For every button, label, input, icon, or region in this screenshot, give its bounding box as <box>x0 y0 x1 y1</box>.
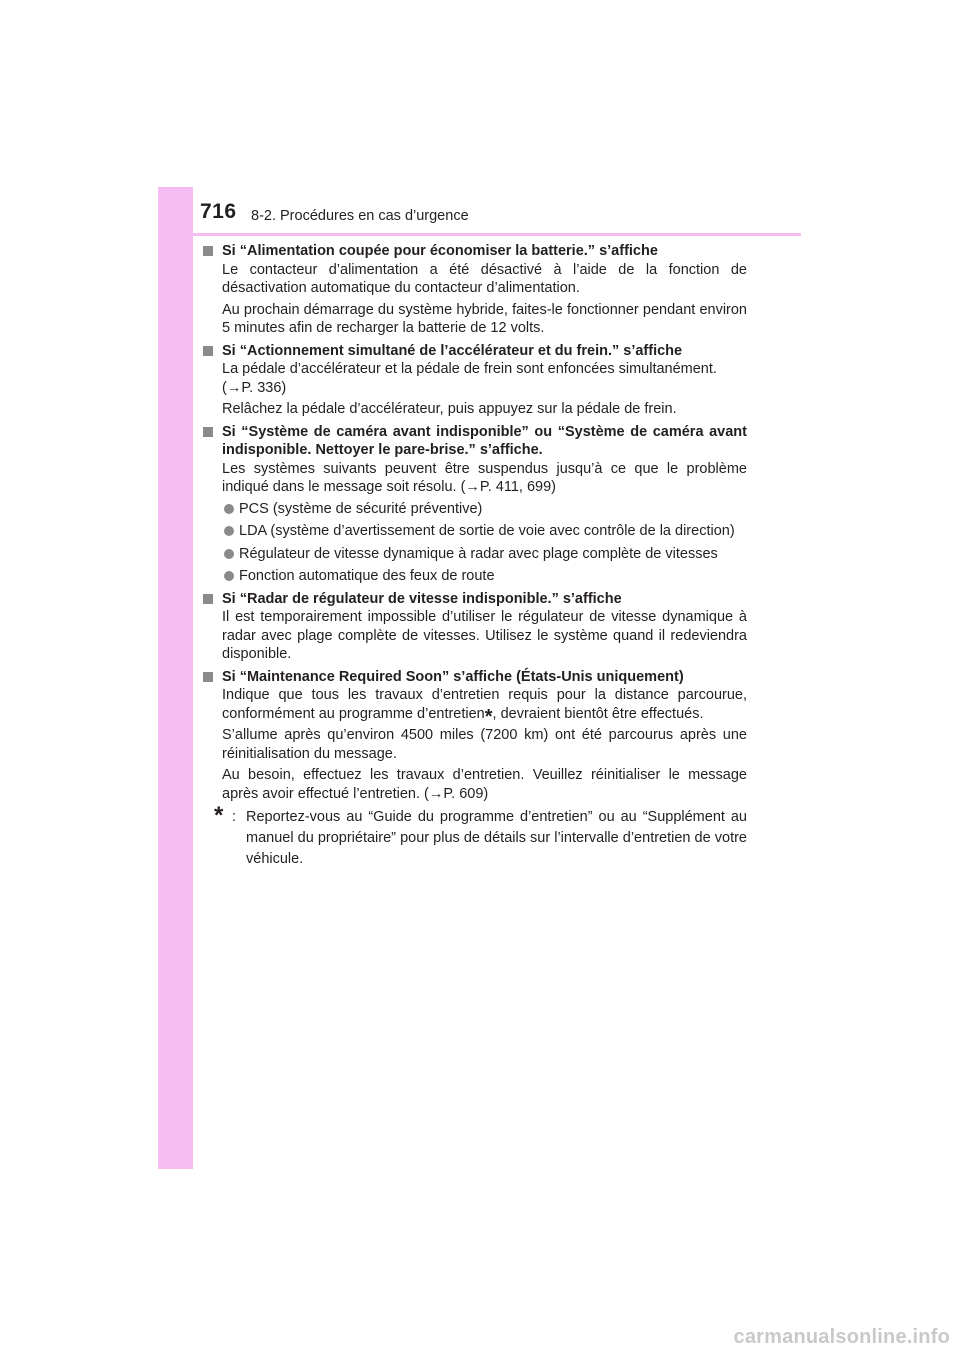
item-paragraph: Relâchez la pédale d’accélérateur, puis appuyez sur la pédale de frein. <box>222 401 677 417</box>
list-item: Régulateur de vitesse dynamique à radar avec plage complète de vitesses <box>202 545 747 564</box>
page-reference-link[interactable]: (→P. 336) <box>222 379 287 396</box>
item-paragraph: Au besoin, effectuez les travaux d’entretien. Veuillez réinitialiser le message après avoir effectué l’entretien. (→P. 609) <box>222 767 747 802</box>
item-paragraph: La pédale d’accélérateur et la pédale de frein sont enfoncées simultanément. (→P. 336) <box>222 361 717 396</box>
message-item <box>202 423 747 586</box>
square-bullet-icon <box>203 672 213 682</box>
footnote-colon: : <box>232 809 237 825</box>
item-heading: Si “Alimentation coupée pour économiser la batterie.” s’affiche <box>202 242 747 261</box>
header-rule <box>193 233 801 236</box>
item-paragraph: Les systèmes suivants peuvent être suspendus jusqu’à ce que le problème indiqué dans le message soit résolu. (→P. 411, 699) <box>222 460 747 495</box>
square-bullet-icon <box>203 246 213 256</box>
footnote-asterisk: * <box>484 705 493 728</box>
list-item: PCS (système de sécurité préventive) <box>202 500 747 519</box>
list-item: LDA (système d’avertissement de sortie de voie avec contrôle de la direction) <box>202 522 747 541</box>
message-item <box>202 342 747 419</box>
item-paragraph: Indique que tous les travaux d’entretien requis pour la distance parcourue, conformément au programme d’entretien*, devraient bientôt être effectués. <box>222 687 747 728</box>
chapter-sidebar-tab <box>158 187 193 1169</box>
list-item: Fonction automatique des feux de route <box>202 567 747 586</box>
section-title: 8-2. Procédures en cas d’urgence <box>251 208 469 224</box>
message-item <box>202 242 747 338</box>
page-content <box>202 242 747 870</box>
page-number: 716 <box>200 200 237 223</box>
item-paragraph: Le contacteur d’alimentation a été désactivé à l’aide de la fonction de désactivation automatique du contacteur d’alimentation. <box>222 261 747 296</box>
square-bullet-icon <box>203 346 213 356</box>
square-bullet-icon <box>203 594 213 604</box>
item-heading: Si “Maintenance Required Soon” s’affiche (États-Unis uniquement) <box>202 668 747 687</box>
round-bullet-icon <box>224 571 234 581</box>
round-bullet-icon <box>224 526 234 536</box>
square-bullet-icon <box>203 427 213 437</box>
watermark: carmanualsonline.info <box>733 1326 950 1348</box>
message-item <box>202 668 747 804</box>
message-item <box>202 590 747 664</box>
item-paragraph: Il est temporairement impossible d’utiliser le régulateur de vitesse dynamique à radar avec plage complète de vitesses. Utilisez le système quand il redeviendra disponible. <box>222 609 747 662</box>
round-bullet-icon <box>224 549 234 559</box>
item-heading: Si “Système de caméra avant indisponible” ou “Système de caméra avant indisponible. Nettoyer le pare-brise.” s’affiche. <box>202 423 747 460</box>
item-paragraph: S’allume après qu’environ 4500 miles (7200 km) ont été parcourus après une réinitialisation du message. <box>222 727 747 762</box>
item-heading: Si “Radar de régulateur de vitesse indisponible.” s’affiche <box>202 590 747 609</box>
item-paragraph: Au prochain démarrage du système hybride, faites-le fonctionner pendant environ 5 minutes afin de recharger la batterie de 12 volts. <box>222 301 747 336</box>
footnote <box>202 802 747 870</box>
footnote-text: Reportez-vous au “Guide du programme d’entretien” ou au “Supplément au manuel du propriétaire” pour plus de détails sur l’intervalle d’entretien de votre véhicule. <box>246 809 747 867</box>
footnote-star: * <box>214 802 224 829</box>
item-heading: Si “Actionnement simultané de l’accélérateur et du frein.” s’affiche <box>202 342 747 361</box>
round-bullet-icon <box>224 504 234 514</box>
